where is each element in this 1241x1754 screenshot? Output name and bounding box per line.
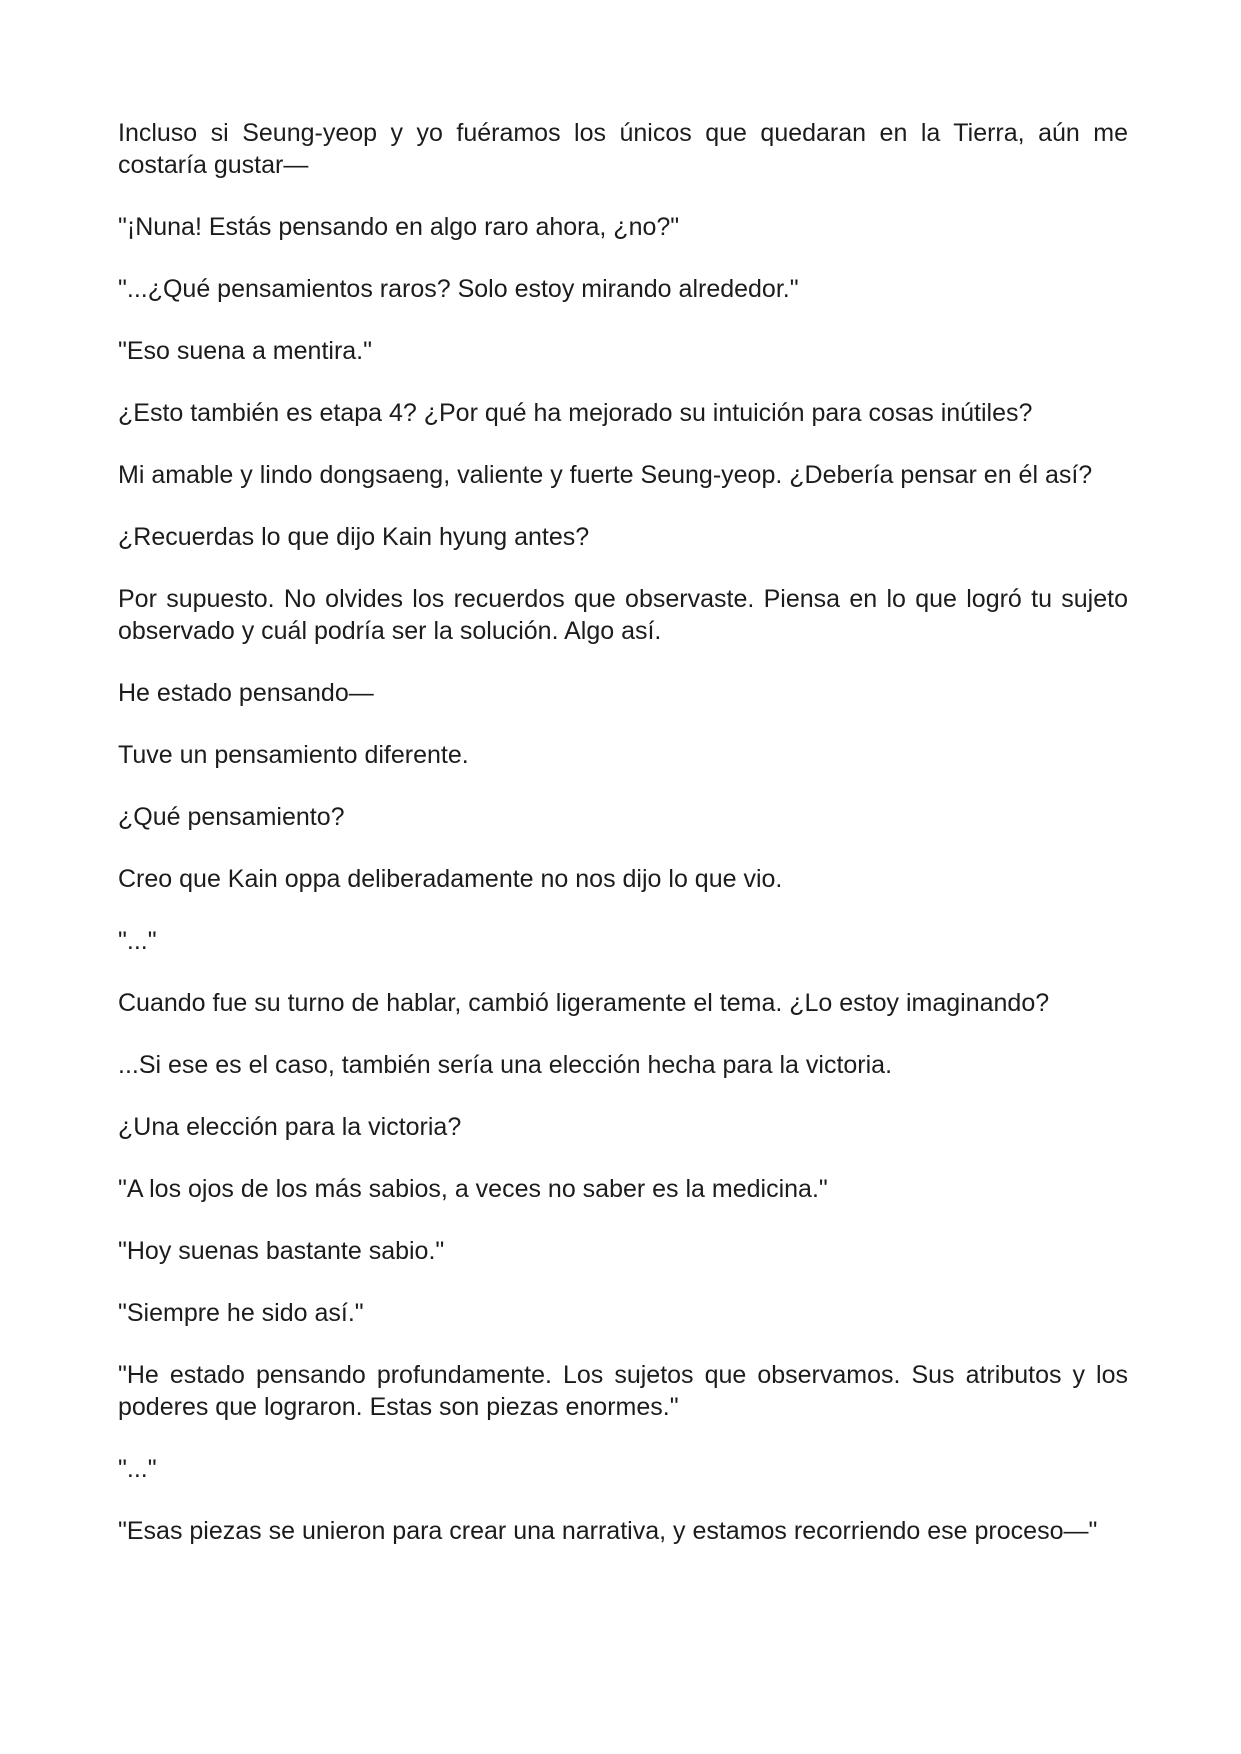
paragraph: ...Si ese es el caso, también sería una elección hecha para la victoria. (118, 1051, 893, 1079)
paragraph: ¿Esto también es etapa 4? ¿Por qué ha mejorado su intuición para cosas inútiles? (118, 399, 1033, 427)
paragraph: Cuando fue su turno de hablar, cambió ligeramente el tema. ¿Lo estoy imaginando? (118, 989, 1050, 1017)
paragraph: "Eso suena a mentira." (118, 337, 372, 365)
document-page (118, 117, 1128, 1577)
paragraph: Mi amable y lindo dongsaeng, valiente y fuerte Seung-yeop. ¿Debería pensar en él así? (118, 461, 1093, 489)
paragraph: ¿Una elección para la victoria? (118, 1113, 462, 1141)
paragraph: ¿Recuerdas lo que dijo Kain hyung antes? (118, 523, 590, 551)
paragraph: Creo que Kain oppa deliberadamente no nos dijo lo que vio. (118, 865, 783, 893)
paragraph: "A los ojos de los más sabios, a veces no saber es la medicina." (118, 1175, 828, 1203)
paragraph: "Esas piezas se unieron para crear una narrativa, y estamos recorriendo ese proceso—" (118, 1517, 1098, 1545)
paragraph: Incluso si Seung-yeop y yo fuéramos los únicos que quedaran en la Tierra, aún me costaría gustar— (118, 119, 1128, 179)
paragraph: Tuve un pensamiento diferente. (118, 741, 469, 769)
paragraph: ¿Qué pensamiento? (118, 803, 345, 831)
paragraph: "..." (118, 927, 157, 955)
paragraph: He estado pensando— (118, 679, 374, 707)
paragraph: "¡Nuna! Estás pensando en algo raro ahora, ¿no?" (118, 213, 680, 241)
paragraph: "Siempre he sido así." (118, 1299, 364, 1327)
paragraph: "Hoy suenas bastante sabio." (118, 1237, 445, 1265)
paragraph: "He estado pensando profundamente. Los sujetos que observamos. Sus atributos y los poderes que lograron. Estas son piezas enormes." (118, 1361, 1128, 1421)
paragraph: "...¿Qué pensamientos raros? Solo estoy mirando alrededor." (118, 275, 799, 303)
paragraph: Por supuesto. No olvides los recuerdos que observaste. Piensa en lo que logró tu sujeto observado y cuál podría ser la solución. Algo así. (118, 585, 1128, 645)
paragraph: "..." (118, 1455, 157, 1483)
